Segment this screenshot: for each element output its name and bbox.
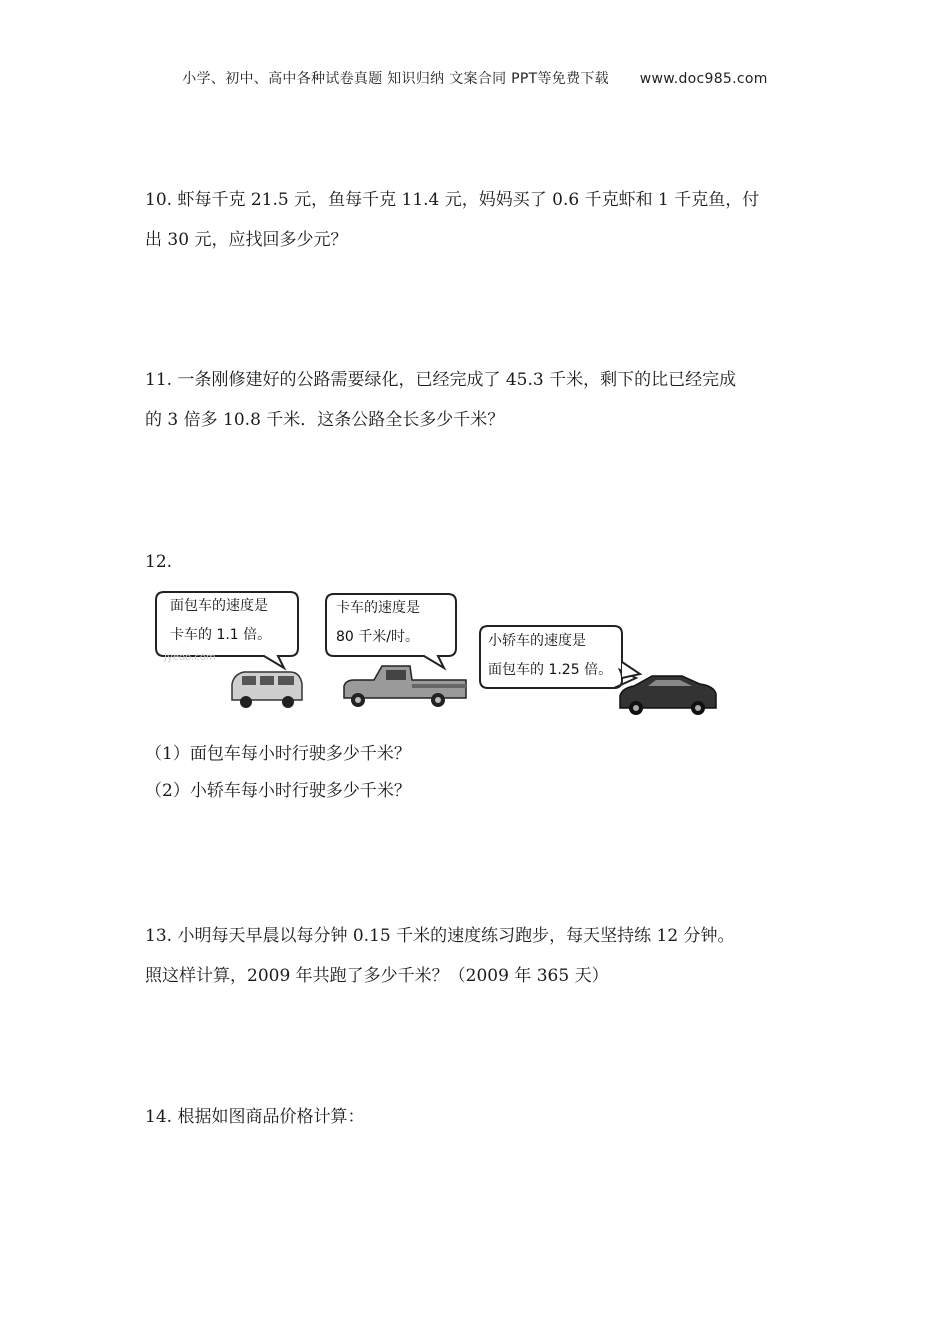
question-12-number-block	[145, 542, 815, 582]
truck-icon	[344, 666, 466, 707]
van-bubble-line1: 面包车的速度是	[170, 598, 268, 614]
truck-bubble-line2: 80 千米/时。	[336, 629, 419, 645]
question-10-line1: 10. 虾每千克 21.5 元，鱼每千克 11.4 元，妈妈买了 0.6 千克虾和 1 千克鱼，付	[145, 190, 760, 210]
van-icon	[232, 672, 302, 708]
question-12-number: 12.	[145, 552, 173, 572]
question-14-line1: 14. 根据如图商品价格计算：	[145, 1107, 365, 1127]
car-bubble-line1: 小轿车的速度是	[488, 633, 586, 649]
question-11-line2: 的 3 倍多 10.8 千米．这条公路全长多少千米？	[145, 410, 505, 430]
question-11-line1: 11. 一条刚修建好的公路需要绿化，已经完成了 45.3 千米，剩下的比已经完成	[145, 370, 737, 390]
header-site-link[interactable]: www.doc985.com	[639, 71, 768, 87]
vehicle-speed-figure	[150, 588, 730, 718]
page-header	[0, 68, 950, 88]
header-text: 小学、初中、高中各种试卷真题 知识归纳 文案合同 PPT等免费下载	[182, 71, 609, 87]
van-bubble-text	[170, 592, 271, 650]
truck-bubble-text	[336, 594, 420, 652]
car-bubble-text	[488, 627, 612, 685]
figure-watermark: Jyeoo.com	[164, 652, 216, 663]
question-10	[145, 180, 815, 260]
question-12-sub2: （2）小轿车每小时行驶多少千米？	[145, 781, 411, 801]
question-13-line2: 照这样计算，2009 年共跑了多少千米？（2009 年 365 天）	[145, 966, 609, 986]
truck-bubble-line1: 卡车的速度是	[336, 600, 420, 616]
question-14	[145, 1097, 815, 1137]
car-bubble-line2: 面包车的 1.25 倍。	[488, 662, 613, 678]
sedan-icon	[620, 676, 716, 715]
car-bubble-tail	[622, 662, 640, 678]
question-12-sub1: （1）面包车每小时行驶多少千米？	[145, 744, 411, 764]
question-11	[145, 360, 815, 440]
question-12-subquestions	[145, 736, 815, 810]
van-bubble-line2: 卡车的 1.1 倍。	[170, 627, 272, 643]
question-13-line1: 13. 小明每天早晨以每分钟 0.15 千米的速度练习跑步，每天坚持练 12 分钟。	[145, 926, 735, 946]
question-13	[145, 916, 815, 996]
question-10-line2: 出 30 元，应找回多少元？	[145, 230, 348, 250]
